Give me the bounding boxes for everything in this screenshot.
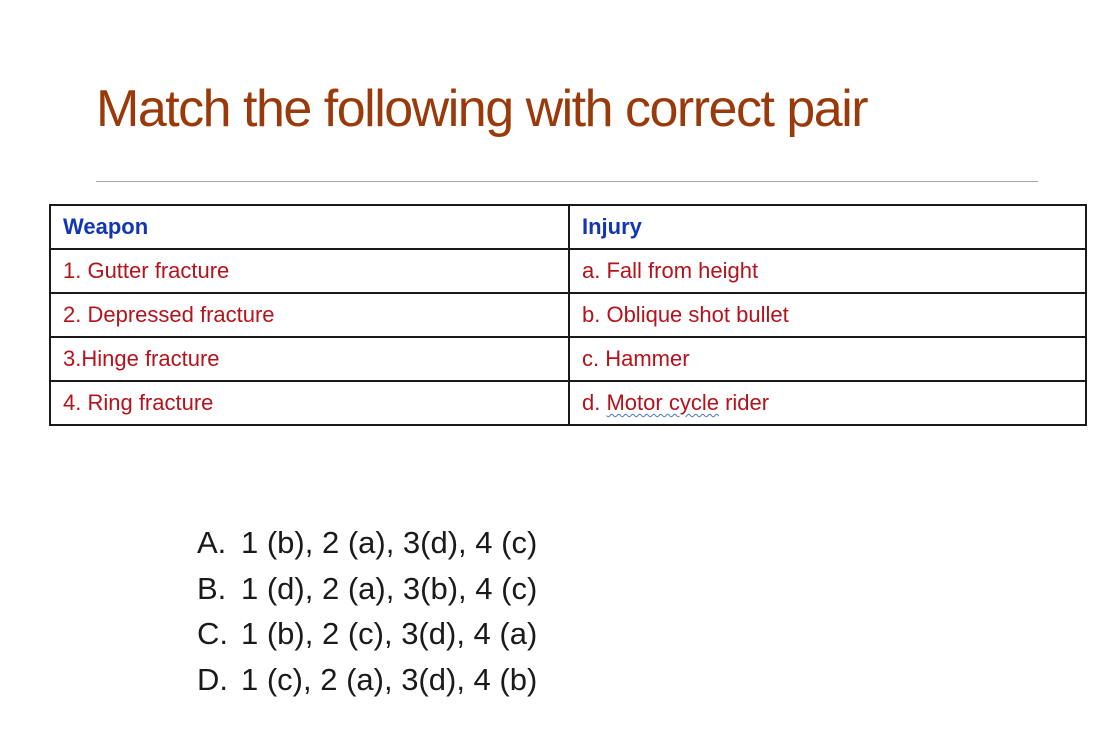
title-divider: [96, 181, 1038, 182]
slide-title: Match the following with correct pair: [96, 80, 868, 138]
option-text: 1 (d), 2 (a), 3(b), 4 (c): [241, 570, 538, 606]
option-letter: C.: [197, 616, 228, 651]
option-text: 1 (c), 2 (a), 3(d), 4 (b): [241, 661, 538, 697]
column-header-injury: Injury: [569, 205, 1086, 249]
weapon-cell: 4. Ring fracture: [50, 381, 569, 425]
answer-options: [197, 520, 537, 702]
injury-cell: a. Fall from height: [569, 249, 1086, 293]
match-table: [49, 204, 1087, 426]
option-letter: D.: [197, 661, 228, 697]
option-text: 1 (b), 2 (a), 3(d), 4 (c): [241, 525, 538, 560]
weapon-cell: 1. Gutter fracture: [50, 249, 569, 293]
injury-cell: b. Oblique shot bullet: [569, 293, 1086, 337]
injury-cell: [569, 381, 1086, 425]
table-row: [50, 293, 1086, 337]
answer-option: [197, 611, 537, 657]
spellcheck-marked-text: Motor cycle: [606, 390, 719, 415]
option-letter: B.: [197, 570, 227, 606]
weapon-cell: 2. Depressed fracture: [50, 293, 569, 337]
answer-option: [197, 657, 537, 703]
answer-option: [197, 566, 537, 612]
weapon-cell: 3.Hinge fracture: [50, 337, 569, 381]
table-row: [50, 337, 1086, 381]
answer-option: [197, 520, 537, 566]
injury-cell: c. Hammer: [569, 337, 1086, 381]
table-row: [50, 381, 1086, 425]
table-row: [50, 249, 1086, 293]
column-header-weapon: Weapon: [50, 205, 569, 249]
injury-suffix: rider: [718, 390, 770, 415]
option-text: 1 (b), 2 (c), 3(d), 4 (a): [241, 616, 538, 651]
table-header-row: [50, 205, 1086, 249]
option-letter: A.: [197, 525, 227, 560]
injury-prefix: d.: [582, 390, 607, 415]
